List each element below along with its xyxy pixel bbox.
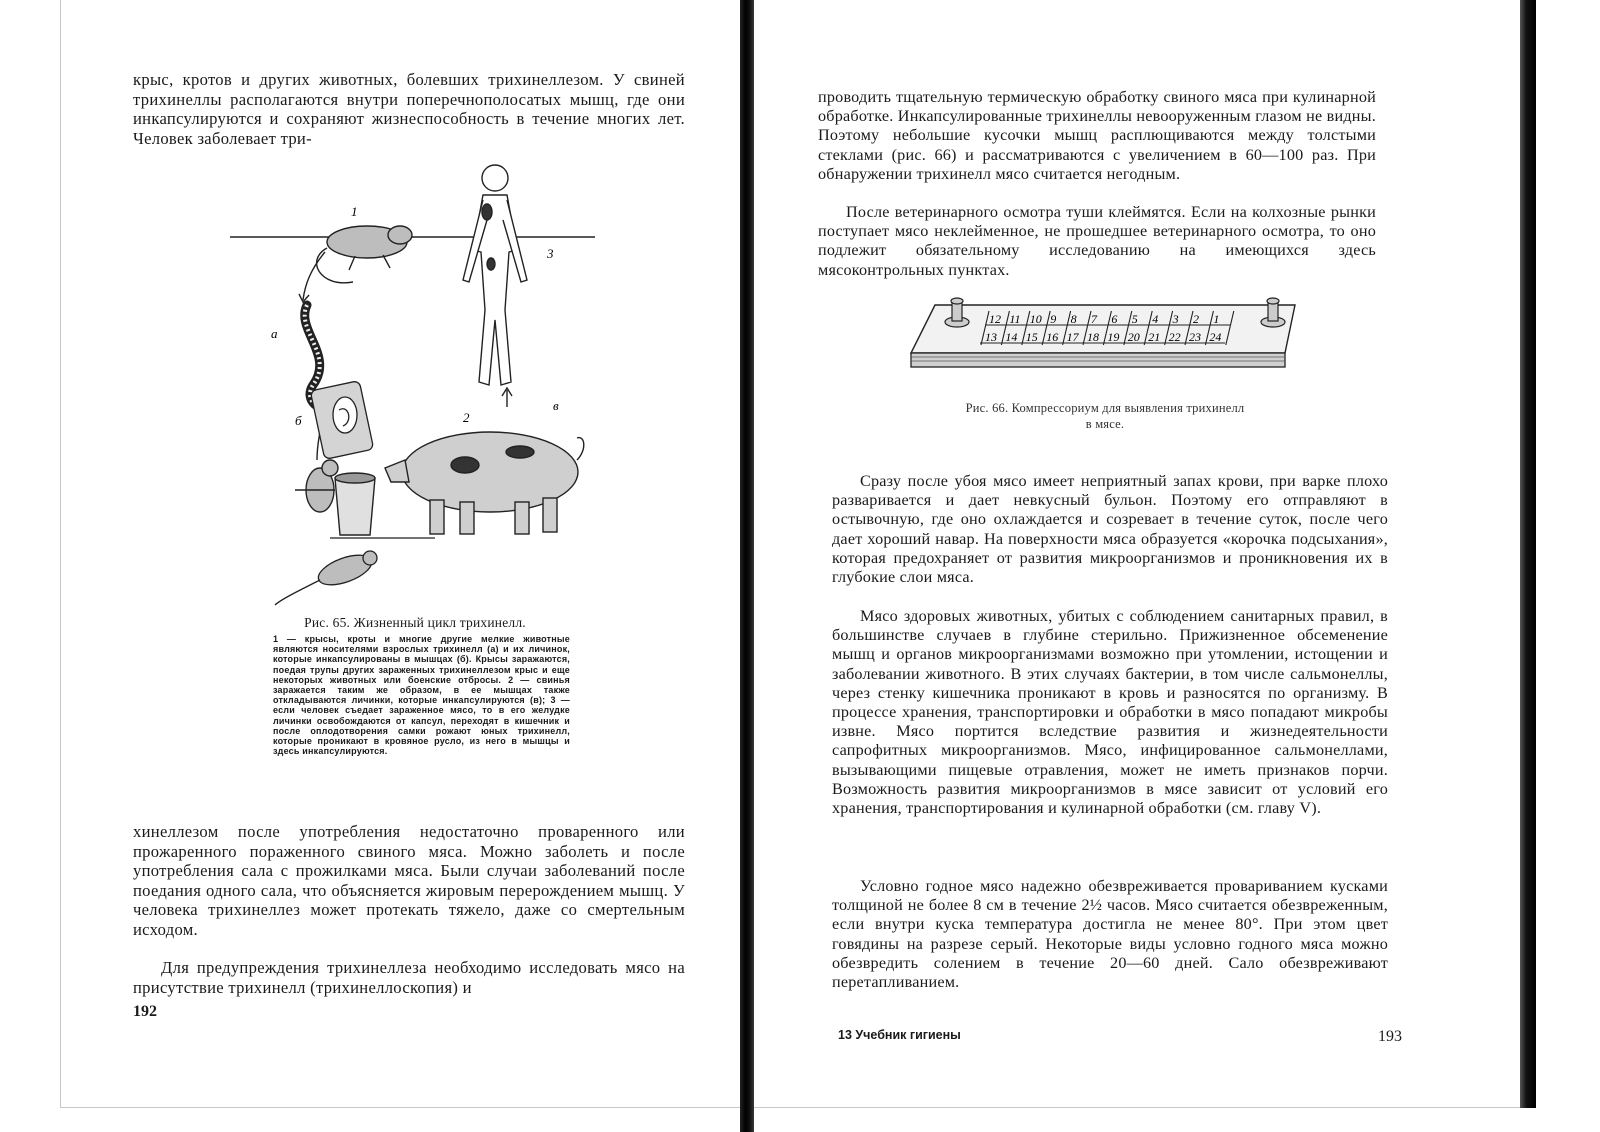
compressorium-top-number: 1: [1213, 312, 1220, 326]
right-paragraph-2: После ветеринарного осмотра туши клеймятся. Если на колхозные рынки поступает мясо неклейменное, не прошедшее ветеринарного осмотра, то оно подлежит обязательному исследованию на имеющихся здесь мясоконтрольных пунктах.: [818, 203, 1376, 279]
figure-66-caption-line-2: в мясе.: [1085, 417, 1125, 431]
footer-signature: 13 Учебник гигиены: [838, 1028, 961, 1042]
compressorium-top-number: 4: [1152, 312, 1159, 326]
right-paragraph-4: Мясо здоровых животных, убитых с соблюдением санитарных правил, в большинстве случаев в глубине стерильно. Прижизненное обсеменение мышц и органов микроорганизмами возможно при утомлении, истощении и заболевании животного. В этих случаях бактерии, в том числе сальмонеллы, через стенку кишечника проникают в кровь и разносятся по организму. В процессе хранения, транспортировки и обработки в мясо попадают микробы извне. Мясо портится вследствие развития и жизнедеятельности сапрофитных микроорганизмов. Мясо, инфицированное сальмонеллами, вызывающими пищевые отравления, может не иметь признаков порчи. Возможность развития микроорганизмов в мясе зависит от условий его хранения, транспортирования и кулинарной обработки (см. главу V).: [832, 607, 1388, 818]
page-number-right: 193: [1378, 1028, 1402, 1045]
compressorium-illustration: [905, 295, 1305, 385]
trichinella-life-cycle-illustration: [225, 160, 605, 610]
right-paragraph-3: Сразу после убоя мясо имеет неприятный запах крови, при варке плохо разваривается и дает невкусный бульон. Поэтому его отправляют в остывочную, где оно охлаждается и созревает в течение суток, после чего дает хороший навар. На поверхности мяса образуется «корочка подсыхания», которая предохраняет от развития микроорганизмов и проникновения их в глубокие слои мяса.: [832, 472, 1388, 587]
rat-drawing: [317, 226, 412, 283]
left-top-paragraph: крыс, кротов и других животных, болевших трихинеллезом. У свиней трихинеллы располагаются внутри поперечнополосатых мышц, где они инкапсулируются и сохраняют жизнеспособность в течение многих лет. Человек заболевает три-: [133, 70, 685, 148]
compressorium-bottom-number: 19: [1107, 330, 1120, 344]
dead-rat-drawing: [275, 549, 377, 605]
fig65-label-v: в: [553, 398, 559, 413]
compressorium-top-number: 8: [1070, 312, 1077, 326]
compressorium-bottom-number: 18: [1087, 330, 1099, 344]
compressorium-bottom-number: 22: [1168, 330, 1181, 344]
right-paragraph-1: проводить тщательную термическую обработку свиного мяса при кулинарной обработке. Инкапсулированные трихинеллы невооруженным глазом не видны. Поэтому небольшие кусочки мышц расплющиваются между толстыми стеклами (рис. 66) и рассматриваются с увеличением в 60—100 раз. При обнаружении трихинелл мясо считается негодным.: [818, 88, 1376, 183]
fig65-label-a: а: [271, 326, 278, 341]
fig65-label-b: б: [295, 413, 302, 428]
compressorium-bottom-number: 14: [1005, 330, 1018, 344]
fig65-label-1: 1: [351, 204, 358, 219]
compressorium-top-number: 10: [1029, 312, 1042, 326]
compressorium-bottom-number: 15: [1025, 330, 1038, 344]
page-number-left: 192: [133, 1003, 157, 1020]
compressorium-bottom-number: 17: [1066, 330, 1079, 344]
compressorium-bottom-number: 13: [985, 330, 997, 344]
compressorium-top-number: 9: [1050, 312, 1057, 326]
muscle-capsule-drawing: [310, 381, 373, 460]
left-paragraph-2: хинеллезом после употребления недостаточно проваренного или прожаренного пораженного свиного мяса. Можно заболеть и после употребления сала с прожилками мяса. Были случаи заболеваний после поедания одного сала, что объясняется жировым перерождением мышц. У человека трихинеллез может протекать тяжело, даже со смертельным исходом.: [133, 822, 685, 939]
compressorium-top-number: 7: [1091, 312, 1097, 326]
human-drawing: [463, 165, 527, 385]
compressorium-top-number: 6: [1111, 312, 1118, 326]
compressorium-top-number: 2: [1193, 312, 1199, 326]
fig65-label-2: 2: [463, 410, 470, 425]
compressorium-top-number: 11: [1009, 312, 1021, 326]
page-edge-shadow: [1520, 0, 1536, 1108]
compressorium-bottom-number: 20: [1127, 330, 1140, 344]
pig-drawing: [385, 432, 584, 534]
right-paragraph-5: Условно годное мясо надежно обезвреживается провариванием кусками толщиной не более 8 см в течение 2½ часов. Мясо считается обезвреженным, если внутри куска температура достигла не менее 80°. При этом цвет говядины на разрезе серый. Некоторые виды условно годного мяса можно обезвредить солением в течение 20—60 дней. Сало обезвреживают перетапливанием.: [832, 877, 1388, 992]
figure-65-caption-text: 1 — крысы, кроты и многие другие мелкие животные являются носителями взрослых трихинелл (а) и их личинок, которые инкапсулированы в мышцах (б). Крысы заражаются, поедая трупы других зараженных трихинеллезом крыс и еще некоторых животных или боенские отбросы. 2 — свинья заражается таким же образом, в ее мышцах также откладываются личинки, которые инкапсулируются (в); 3 — если человек съедает зараженное мясо, то в его желудке личинки освобождаются от капсул, переходят в кишечник и после оплодотворения самки рожают юных трихинелл, которые проникают в кровяное русло, из него в мышцы и здесь инкапсулируются.: [273, 634, 570, 757]
compressorium-bottom-number: 24: [1209, 330, 1222, 344]
compressorium-top-number: 12: [989, 312, 1001, 326]
compressorium-bottom-number: 23: [1189, 330, 1201, 344]
compressorium-bottom-number: 21: [1148, 330, 1161, 344]
compressorium-top-number: 3: [1172, 312, 1179, 326]
left-paragraph-3: Для предупреждения трихинеллеза необходимо исследовать мясо на присутствие трихинелл (трихинеллоскопия) и: [133, 958, 685, 997]
book-spine-shadow: [740, 0, 754, 1132]
compressorium-bottom-number: 16: [1046, 330, 1059, 344]
compressorium-top-number: 5: [1131, 312, 1138, 326]
figure-65-caption-title: Рис. 65. Жизненный цикл трихинелл.: [304, 615, 526, 630]
figure-66-caption-line-1: Рис. 66. Компрессориум для выявления трихинелл: [965, 401, 1245, 415]
fig65-label-3: 3: [547, 246, 554, 261]
